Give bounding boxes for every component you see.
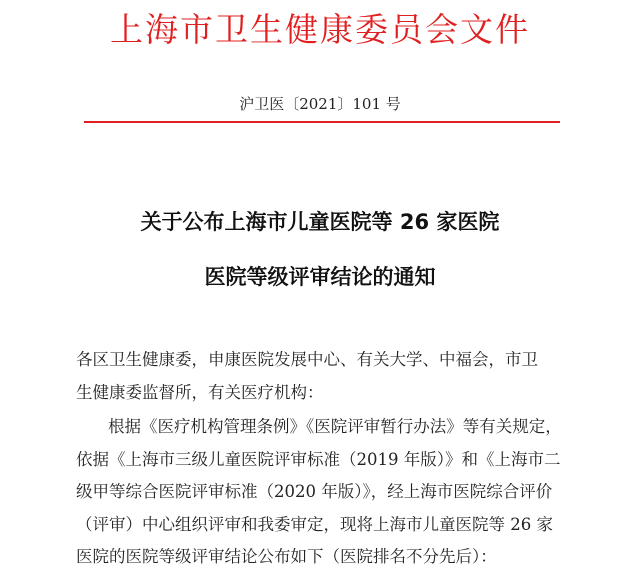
addressee-line-2: 生健康委监督所，有关医疗机构： [76, 383, 324, 402]
body-paragraph-line: 依据《上海市三级儿童医院评审标准（2019 年版）》和《上海市二 [76, 450, 561, 469]
body-paragraph-line: （评审）中心组织评审和我委审定，现将上海市儿童医院等 26 家 [76, 515, 553, 534]
issuer-header-title: 上海市卫生健康委员会文件 [110, 10, 530, 49]
notice-title-line-2: 医院等级评审结论的通知 [204, 265, 436, 289]
body-paragraph-line: 根据《医疗机构管理条例》《医院评审暂行办法》等有关规定， [108, 417, 562, 436]
document-number: 沪卫医〔2021〕101 号 [239, 95, 401, 113]
addressee-line-1: 各区卫生健康委，申康医院发展中心、有关大学、中福会，市卫 [76, 350, 538, 369]
body-paragraph-line: 医院的医院等级评审结论公布如下（医院排名不分先后）： [76, 547, 497, 566]
notice-title-line-1: 关于公布上海市儿童医院等 26 家医院 [140, 210, 500, 234]
body-paragraph-line: 级甲等综合医院评审标准（2020 年版）》，经上海市医院综合评价 [76, 482, 553, 501]
